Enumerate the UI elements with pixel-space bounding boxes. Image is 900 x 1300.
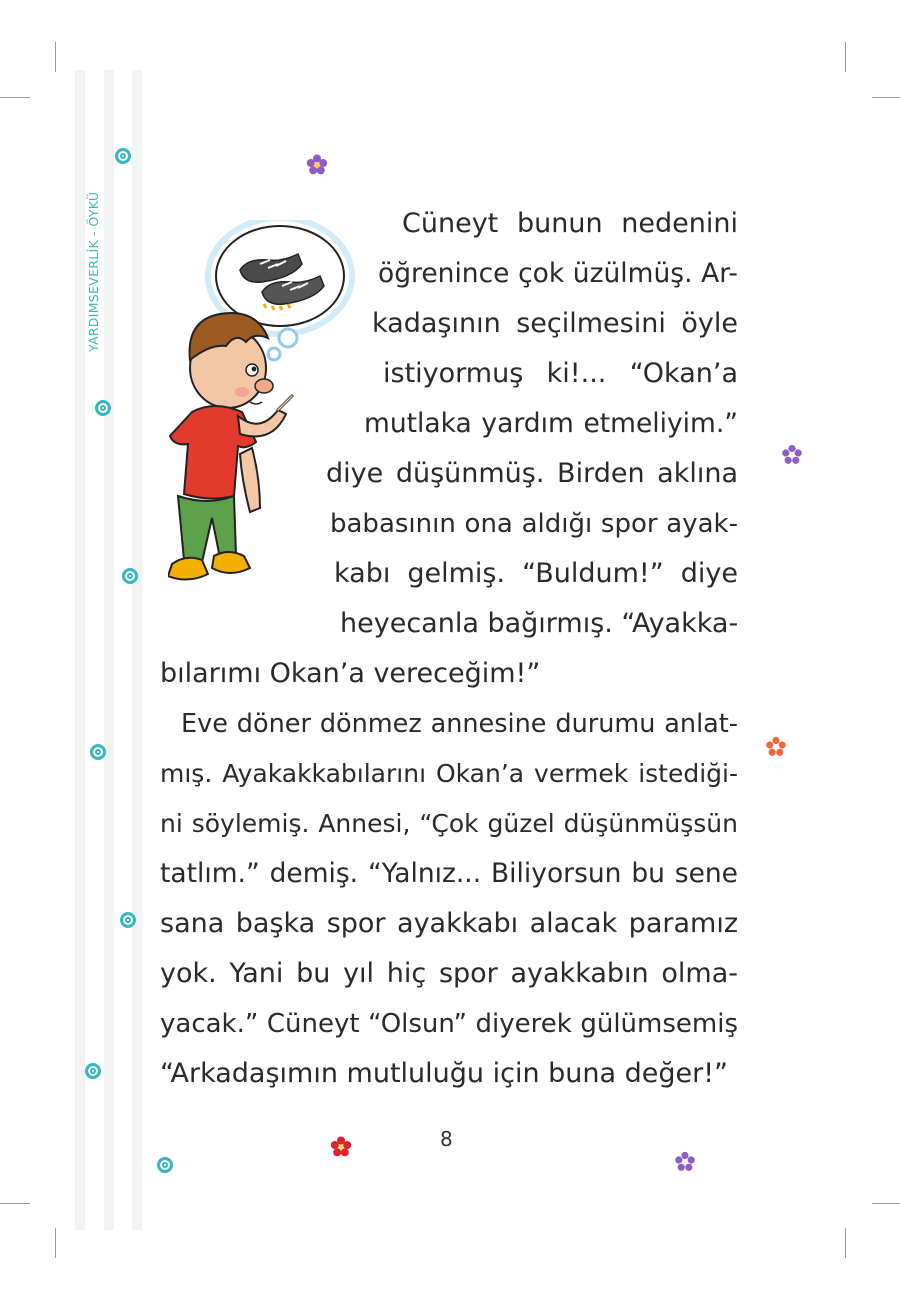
crop-mark (845, 42, 846, 72)
story-line: babasının ona aldığı spor ayak- (330, 509, 738, 539)
story-line: ni söylemiş. Annesi, “Çok güzel düşünmüşsün (160, 809, 738, 838)
story-line: mış. Ayakakkabılarını Okan’a vermek istediği- (160, 759, 738, 788)
margin-stripe (75, 70, 85, 1230)
story-line: kabı gelmiş. “Buldum!” diye (334, 558, 738, 589)
crop-mark (55, 42, 56, 72)
flower-icon (674, 1151, 696, 1173)
story-line: sana başka spor ayakkabı alacak paramız (160, 908, 738, 939)
story-line: heyecanla bağırmış. “Ayakka- (340, 608, 739, 639)
crop-mark (872, 97, 900, 98)
flower-icon (306, 154, 328, 176)
crop-mark (872, 1203, 900, 1204)
story-line: Cüneyt bunun nedenini (402, 208, 738, 239)
ring-ornament (122, 568, 138, 584)
story-line: kadaşının seçilmesini öyle (372, 308, 738, 339)
story-line: tatlım.” demiş. “Yalnız... Biliyorsun bu sene (160, 858, 738, 889)
ring-ornament (157, 1157, 173, 1173)
crop-mark (55, 1228, 56, 1258)
ring-ornament (85, 1063, 101, 1079)
story-line: diye düşünmüş. Birden aklına (326, 458, 738, 489)
margin-stripe (104, 70, 114, 1230)
story-line: Eve döner dönmez annesine durumu anlat- (181, 709, 738, 739)
story-line: yacak.” Cüneyt “Olsun” diyerek gülümsemiş (160, 1009, 738, 1039)
ring-ornament (115, 148, 131, 164)
ring-ornament (90, 744, 106, 760)
ring-ornament (120, 912, 136, 928)
story-line: “Arkadaşımın mutluluğu için buna değer!” (160, 1058, 729, 1089)
flower-icon (765, 736, 787, 758)
flower-icon (330, 1136, 352, 1158)
crop-mark (0, 97, 30, 98)
story-line: yok. Yani bu yıl hiç spor ayakkabın olma- (160, 958, 738, 989)
section-label: YARDIMSEVERLİK - ÖYKÜ (86, 191, 101, 352)
ring-ornament (95, 400, 111, 416)
story-line: öğrenince çok üzülmüş. Ar- (378, 258, 738, 289)
crop-mark (845, 1228, 846, 1258)
story-line: istiyormuş ki!... “Okan’a (383, 358, 738, 389)
margin-stripe (132, 70, 142, 1230)
crop-mark (0, 1203, 30, 1204)
flower-icon (781, 444, 803, 466)
story-line: bılarımı Okan’a vereceğim!” (160, 658, 541, 689)
story-line: mutlaka yardım etmeliyim.” (364, 408, 738, 439)
page-number: 8 (440, 1127, 453, 1151)
